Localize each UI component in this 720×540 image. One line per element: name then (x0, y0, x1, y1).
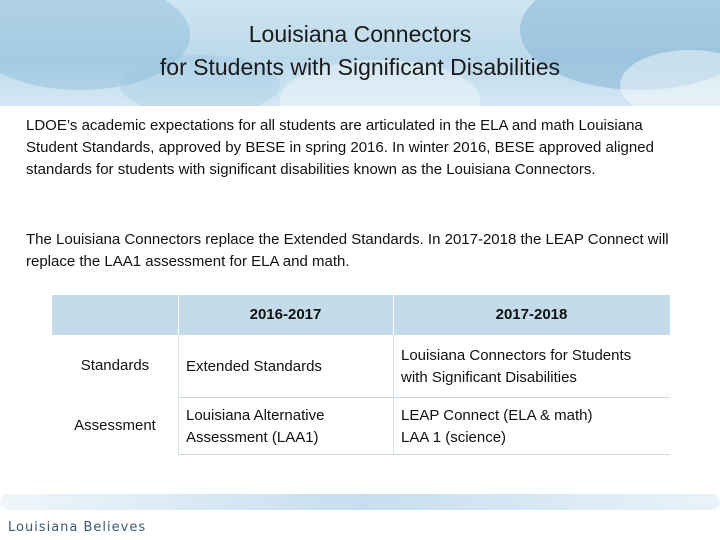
cell-assessment-2017 (401, 405, 593, 449)
header-cell-empty (52, 295, 178, 335)
title-line-2: for Students with Significant Disabilities (159, 54, 561, 80)
header-divider (178, 295, 179, 335)
cell-line: LAA 1 (science) (401, 429, 507, 446)
cell-line: Assessment (LAA1) (186, 429, 319, 446)
header-divider (393, 295, 394, 335)
row-label-assessment: Assessment (74, 417, 156, 434)
column-divider (178, 335, 179, 455)
column-divider (393, 335, 394, 455)
row-label-standards: Standards (80, 357, 150, 374)
comparison-table (52, 295, 670, 455)
replacement-paragraph: The Louisiana Connectors replace the Extended Standards. In 2017-2018 the LEAP Connect will replace the LAA1 assessment for ELA and math. (26, 231, 669, 270)
cell-standards-2017 (401, 345, 631, 389)
cell-line: Louisiana Connectors for Students (401, 347, 632, 364)
header-cell-2017-2018: 2017-2018 (495, 306, 568, 323)
cell-line: LEAP Connect (ELA & math) (401, 407, 593, 424)
row-divider (178, 454, 670, 455)
cell-standards-2016: Extended Standards (186, 358, 322, 375)
header-banner (0, 0, 720, 106)
cell-assessment-2016 (186, 405, 324, 449)
page-title (0, 18, 720, 84)
cell-line: with Significant Disabilities (401, 369, 577, 386)
row-divider (178, 397, 670, 398)
title-line-1: Louisiana Connectors (248, 21, 472, 47)
footer-watercolor-strip (0, 494, 720, 510)
header-cell-2016-2017: 2016-2017 (249, 306, 322, 323)
intro-paragraph: LDOE’s academic expectations for all students are articulated in the ELA and math Louisiana Student Standards, approved by BESE in spring 2016. In winter 2016, BESE approved aligned standards for students with significant disabilities known as the Louisiana Connectors. (26, 117, 654, 178)
cell-line: Louisiana Alternative (186, 407, 325, 424)
louisiana-believes-logo: Louisiana Believes (8, 520, 147, 535)
